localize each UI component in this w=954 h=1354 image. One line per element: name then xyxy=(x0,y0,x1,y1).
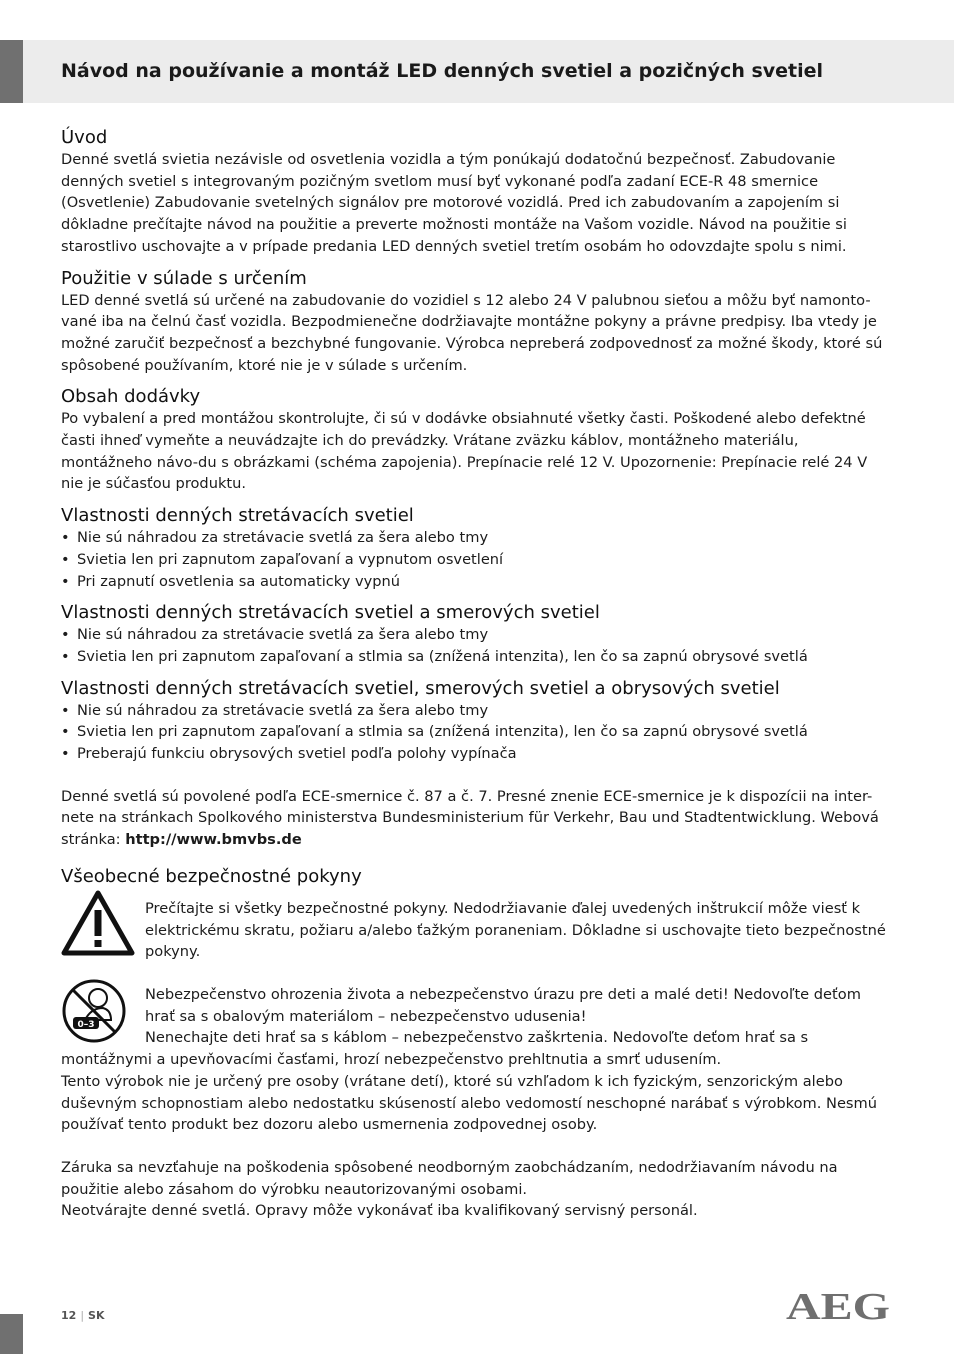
aeg-logo xyxy=(786,1289,890,1323)
list-item: • Svietia len pri zapnutom zapaľovaní a stlmia sa (znížená intenzita), len čo sa zapnú obrysové svetlá xyxy=(61,723,808,741)
section-heading: Vlastnosti denných stretávacích svetiel a smerových svetiel xyxy=(61,602,600,624)
warning-text: Prečítajte si všetky bezpečnostné pokyny. Nedodržiavanie ďalej uvedených inštrukcií môže viesť k elektrickému skratu, požiaru a/alebo ťažkým poraneniam. Dôkladne si uschovajte tieto bezpečnostné pokyny. xyxy=(145,899,886,961)
bullet-list xyxy=(61,700,893,765)
page-number-value: 12 xyxy=(61,1309,77,1322)
list-item: • Pri zapnutí osvetlenia sa automaticky vypnú xyxy=(61,572,401,590)
repair-text: Neotvárajte denné svetlá. Opravy môže vykonávať iba kvalifikovaný servisný personál. xyxy=(61,1202,698,1220)
age-label: 0–3 xyxy=(77,1019,95,1030)
section-heading: Použitie v súlade s určením xyxy=(61,267,307,289)
language-code: SK xyxy=(88,1309,105,1322)
child-warning-text: Nebezpečenstvo ohrozenia života a nebezpečenstvo úrazu pre deti a malé deti! Nedovoľte deťom hrať sa s obalovým materiálom – nebezpečenstvo udusenia! xyxy=(145,985,861,1025)
section-obsah xyxy=(61,385,893,495)
page-number: 12 | SK xyxy=(61,1309,105,1322)
section-heading: Úvod xyxy=(61,127,108,148)
list-item: • Nie sú náhradou za stretávacie svetlá za šera alebo tmy xyxy=(61,701,489,719)
left-edge-bar-top xyxy=(0,40,23,103)
warranty-text: Záruka sa nevzťahuje na poškodenia spôsobené neodborným zaobchádzaním, nedodržiavaním návodu na použitie alebo zásahom do výrobku neautorizovanými osobami. xyxy=(61,1158,838,1198)
section-heading: Vlastnosti denných stretávacích svetiel, smerových svetiel a obrysových svetiel xyxy=(61,677,780,699)
section-text: LED denné svetlá sú určené na zabudovanie do vozidiel s 12 alebo 24 V palubnou sieťou a môžu byť namonto-vané iba na čelnú časť vozidla. Bezpodmienečne dodržiavajte montážne pokyny a právne predpisy. Iba vtedy je možné zaručiť bezpečnosť a bezchybné fungovanie. Výrobca nepreberá zodpovednosť za možné škody, ktoré sú spôsobené používaním, ktoré nie je v súlade s určením. xyxy=(61,291,883,374)
section-vlastnosti-2 xyxy=(61,601,893,667)
list-item: • Nie sú náhradou za stretávacie svetlá za šera alebo tmy xyxy=(61,626,489,644)
page-header xyxy=(23,40,954,103)
left-edge-bar-bottom xyxy=(0,1314,23,1354)
section-heading: Všeobecné bezpečnostné pokyny xyxy=(61,865,362,887)
section-uvod xyxy=(61,126,893,258)
svg-text:AEG: AEG xyxy=(786,1289,890,1323)
list-item: • Preberajú funkciu obrysových svetiel podľa polohy vypínača xyxy=(61,745,517,763)
section-heading: Obsah dodávky xyxy=(61,386,201,408)
section-text: Denné svetlá svietia nezávisle od osvetlenia vozidla a tým ponúkajú dodatočnú bezpečnosť. Zabudovanie denných svetiel s integrovaným pozičným svetlom musí byť vykonané podľa zadaní ECE-R 48 smernice (Osvetlenie) Zabudovanie svetelných signálov pre motorové vozidlá. Pred ich zabudovaním a zapojením si dôkladne prečítajte návod na použitie a preverte možnosti montáže na Vašom vozidle. Návod na použitie si starostlivo uschovajte a v prípade predania LED denných svetiel tretím osobám ho odovzdajte spolu s nimi. xyxy=(61,151,847,255)
section-pouzitie xyxy=(61,267,893,377)
website-link[interactable]: http://www.bmvbs.de xyxy=(125,831,302,849)
list-item: • Svietia len pri zapnutom zapaľovaní a vypnutom osvetlení xyxy=(61,550,504,568)
child-warning-text-3: montážnymi a upevňovacími časťami, hrozí nebezpečenstvo prehltnutia a smrť udusením. xyxy=(61,1051,722,1069)
bullet-list xyxy=(61,527,893,592)
no-children-0-3-icon xyxy=(61,978,127,1044)
list-item: • Nie sú náhradou za stretávacie svetlá za šera alebo tmy xyxy=(61,529,489,547)
persons-text: Tento výrobok nie je určený pre osoby (vrátane detí), ktoré sú vzhľadom k ich fyzickým, senzorickým alebo duševným schopnostiam alebo nedostatku skúseností alebo vedomostí neschopné narábať s výrobkom. Nesmú používať tento produkt bez dozoru alebo usmernenia zodpovednej osoby. xyxy=(61,1072,877,1134)
section-heading: Vlastnosti denných stretávacích svetiel xyxy=(61,505,414,527)
section-vlastnosti-3 xyxy=(61,677,893,765)
section-text: Po vybalení a pred montážou skontrolujte, či sú v dodávke obsiahnuté všetky časti. Poškodené alebo defektné časti ihneď vymeňte a neuvádzajte ich do prevádzky. Vrátane zväzku káblov, montážneho materiálu, montážneho návo-du s obrázkami (schéma zapojenia). Prepínacie relé 12 V. Upozornenie: Prepínacie relé 24 V nie je súčasťou produktu. xyxy=(61,410,868,493)
document-body xyxy=(61,126,893,1231)
warning-block xyxy=(61,898,893,963)
page-title: Návod na používanie a montáž LED denných svetiel a pozičných svetiel xyxy=(61,60,824,82)
child-warning-block xyxy=(61,984,893,1136)
section-ece xyxy=(61,786,893,851)
section-vlastnosti-1 xyxy=(61,504,893,592)
list-item: • Svietia len pri zapnutom zapaľovaní a stlmia sa (znížená intenzita), len čo sa zapnú obrysové svetlá xyxy=(61,647,808,665)
bullet-list xyxy=(61,624,893,667)
section-bezpecnost xyxy=(61,865,893,1222)
warning-triangle-icon xyxy=(61,890,135,956)
child-warning-text-2: Nenechajte deti hrať sa s káblom – nebezpečenstvo zaškrtenia. Nedovoľte deťom hrať sa s xyxy=(145,1029,809,1047)
ece-text: Denné svetlá sú povolené podľa ECE-smernice č. 87 a č. 7. Presné znenie ECE-smernice je k dispozícii na inter-nete na stránkach Spolkového ministerstva Bundesministerium für Verkehr, Bau und Stadtentwicklung. Webová stránka: http://www.bmvbs.de xyxy=(61,787,879,849)
